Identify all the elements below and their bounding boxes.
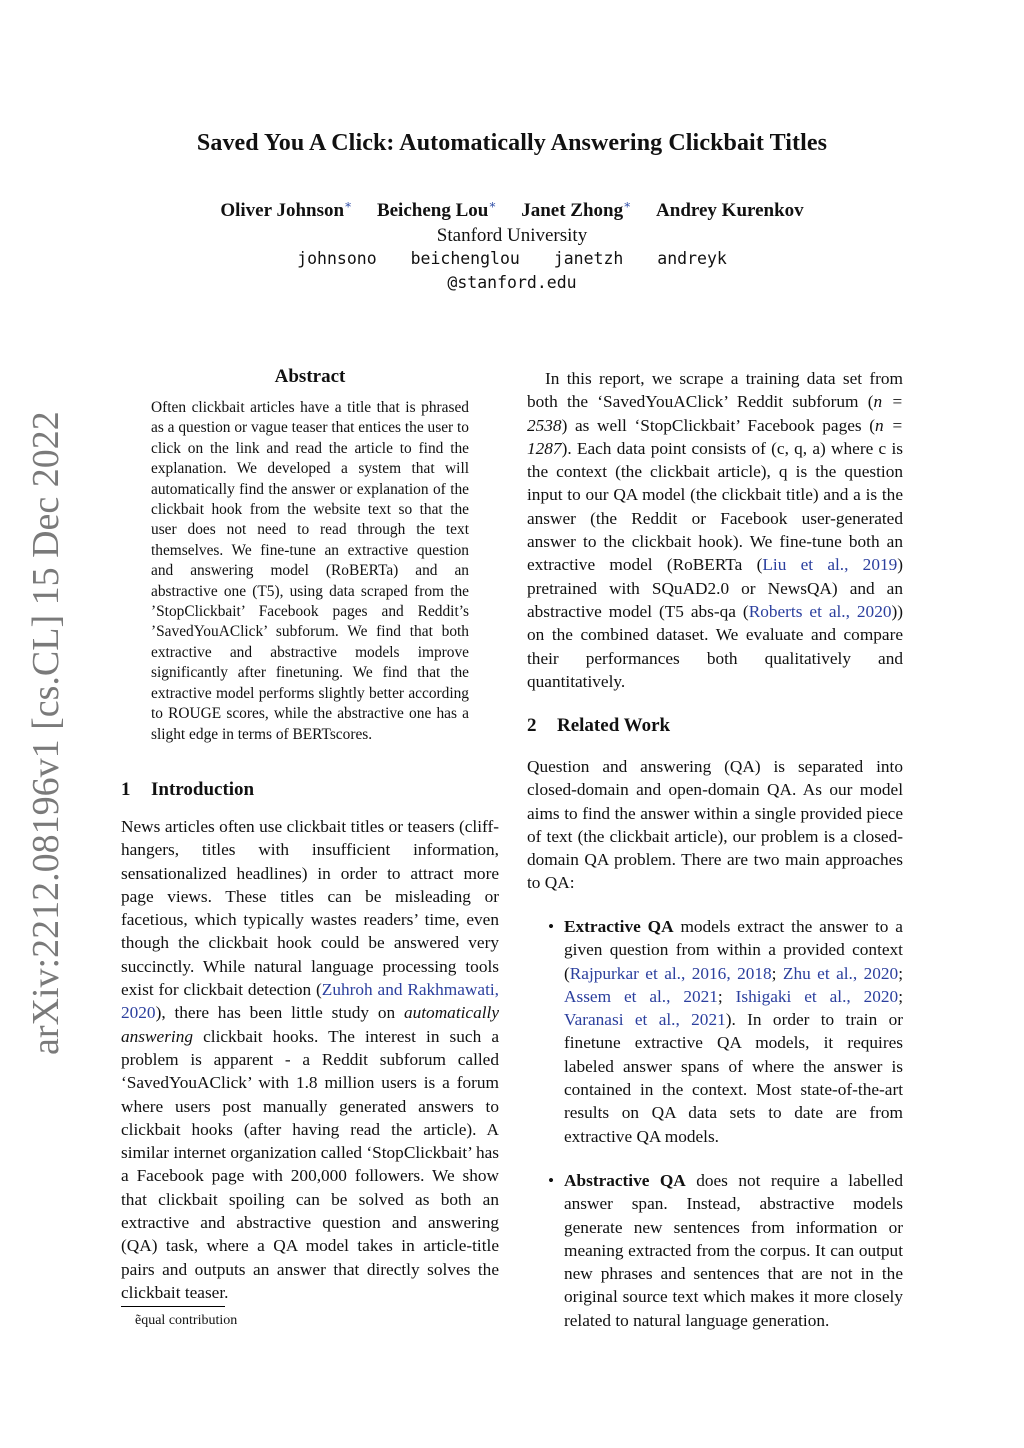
email-domain: @stanford.edu — [447, 273, 577, 292]
author-name: Andrey Kurenkov — [656, 200, 804, 222]
bullet-icon: • — [548, 1171, 555, 1190]
author-list — [0, 198, 1024, 222]
citation-link[interactable]: Zhu et al., 2020 — [782, 963, 899, 983]
email-user: beichenglou — [410, 249, 520, 268]
report-paragraph: In this report, we scrape a training data set from both the ‘SavedYouAClick’ Reddit subforum (n = 2538) as well ‘StopClickbait’ Facebook pages (n = 1287). Each data point consists of (c, q, a) where c is the context (the clickbait article), q is the question input to our QA model (the clickbait title) and a is the answer (the Reddit or Facebook user-generated answer to the clickbait hook). We fine-tune both an extractive model (RoBERTa (Liu et al., 2019) pretrained with SQuAD2.0 or NewsQA) and an abstractive model (T5 abs-qa (Roberts et al., 2020)) on the combined dataset. We evaluate and compare their performances both qualitatively and quantitatively. — [527, 369, 904, 691]
citation-link[interactable]: Roberts et al., 2020 — [748, 601, 892, 621]
paper-title: Saved You A Click: Automatically Answering Clickbait Titles — [196, 130, 828, 156]
author-emails — [0, 249, 1024, 268]
author-name: Janet Zhong∗ — [521, 198, 632, 222]
section-heading-introduction: 1 Introduction — [121, 779, 255, 800]
citation-link[interactable]: Liu et al., 2019 — [762, 555, 898, 575]
affiliation: Stanford University — [436, 225, 588, 246]
bullet-abstractive-qa: Abstractive QA does not require a labelled answer span. Instead, abstractive models generate new sentences from information or meaning extracted from the corpus. It can output new phrases and sentences that are not in the original source text which makes it more closely related to natural language generation. — [564, 1171, 903, 1330]
abstract-heading: Abstract — [274, 366, 346, 387]
arxiv-stamp: arXiv:2212.08196v1 [cs.CL] 15 Dec 2022 — [25, 411, 67, 1055]
footnote: ẽqual contribution — [135, 1313, 238, 1328]
email-user: johnsono — [297, 249, 377, 268]
email-user: janetzh — [553, 249, 624, 268]
section-heading-related-work: 2 Related Work — [527, 715, 671, 736]
citation-link[interactable]: Ishigaki et al., 2020 — [735, 986, 899, 1006]
bullet-icon: • — [548, 917, 555, 936]
email-user: andreyk — [657, 249, 727, 268]
citation-link[interactable]: Zuhroh and Rakhmawati, 2020 — [121, 980, 499, 1023]
author-name: Oliver Johnson∗ — [220, 198, 353, 222]
citation-link[interactable]: Assem et al., 2021 — [564, 986, 718, 1006]
introduction-paragraph: News articles often use clickbait titles or teasers (cliff-hangers, titles with insufficient information, sensationalized headlines) in order to attract more page views. These titles can be misleading or facetious, which typically wastes readers’ time, even though the clickbait hook could be answered very succinctly. While natural language processing tools exist for clickbait detection (Zuhroh and Rakhmawati, 2020), there has been little study on automatically answering clickbait hooks. The interest in such a problem is apparent - a Reddit subforum called ‘SavedYouAClick’ with 1.8 million users is a forum where users post manually generated answers to clickbait hooks (after having read the article). A similar internet organization called ‘StopClickbait’ has a Facebook page with 200,000 followers. We show that clickbait spoiling can be solved as both an extractive and abstractive question and answering (QA) task, where a QA model takes in article-title pairs and outputs an answer that directly solves the clickbait teaser. — [121, 817, 500, 1302]
abstract-body: Often clickbait articles have a title that is phrased as a question or vague teaser that entices the user to click on the link and read the article to find the explanation. We developed a system that will automatically find the answer or explanation of the clickbait hook from the website text so that the user does not need to read through the text themselves. We fine-tune an extractive question and answering model (RoBERTa) and an abstractive one (T5), using data scraped from the ’StopClickbait’ Facebook pages and Reddit’s ’SavedYouAClick’ subforum. We find that both extractive and abstractive models improve significantly after finetuning. We find that the extractive model performs slightly better according to ROUGE scores, while the abstractive one has a slight edge in terms of BERTscores. — [151, 399, 469, 743]
citation-link[interactable]: Rajpurkar et al., 2016, 2018 — [569, 963, 772, 983]
bullet-extractive-qa: Extractive QA models extract the answer to a given question from within a provided context (Rajpurkar et al., 2016, 2018; Zhu et al., 2020; Assem et al., 2021; Ishigaki et al., 2020; Varanasi et al., 2021). In order to train or finetune extractive QA models, it requires labeled answer spans of where the answer is contained in the context. Most state-of-the-art results on QA data sets to date are from extractive QA models. — [564, 917, 903, 1146]
related-work-paragraph: Question and answering (QA) is separated into closed-domain and open-domain QA. As our model aims to find the answer within a single provided piece of text (the clickbait article), our problem is a closed-domain QA problem. There are two main approaches to QA: — [527, 757, 903, 893]
author-name: Beicheng Lou∗ — [376, 198, 497, 222]
citation-link[interactable]: Varanasi et al., 2021 — [564, 1010, 726, 1030]
footnote-rule — [121, 1306, 225, 1307]
